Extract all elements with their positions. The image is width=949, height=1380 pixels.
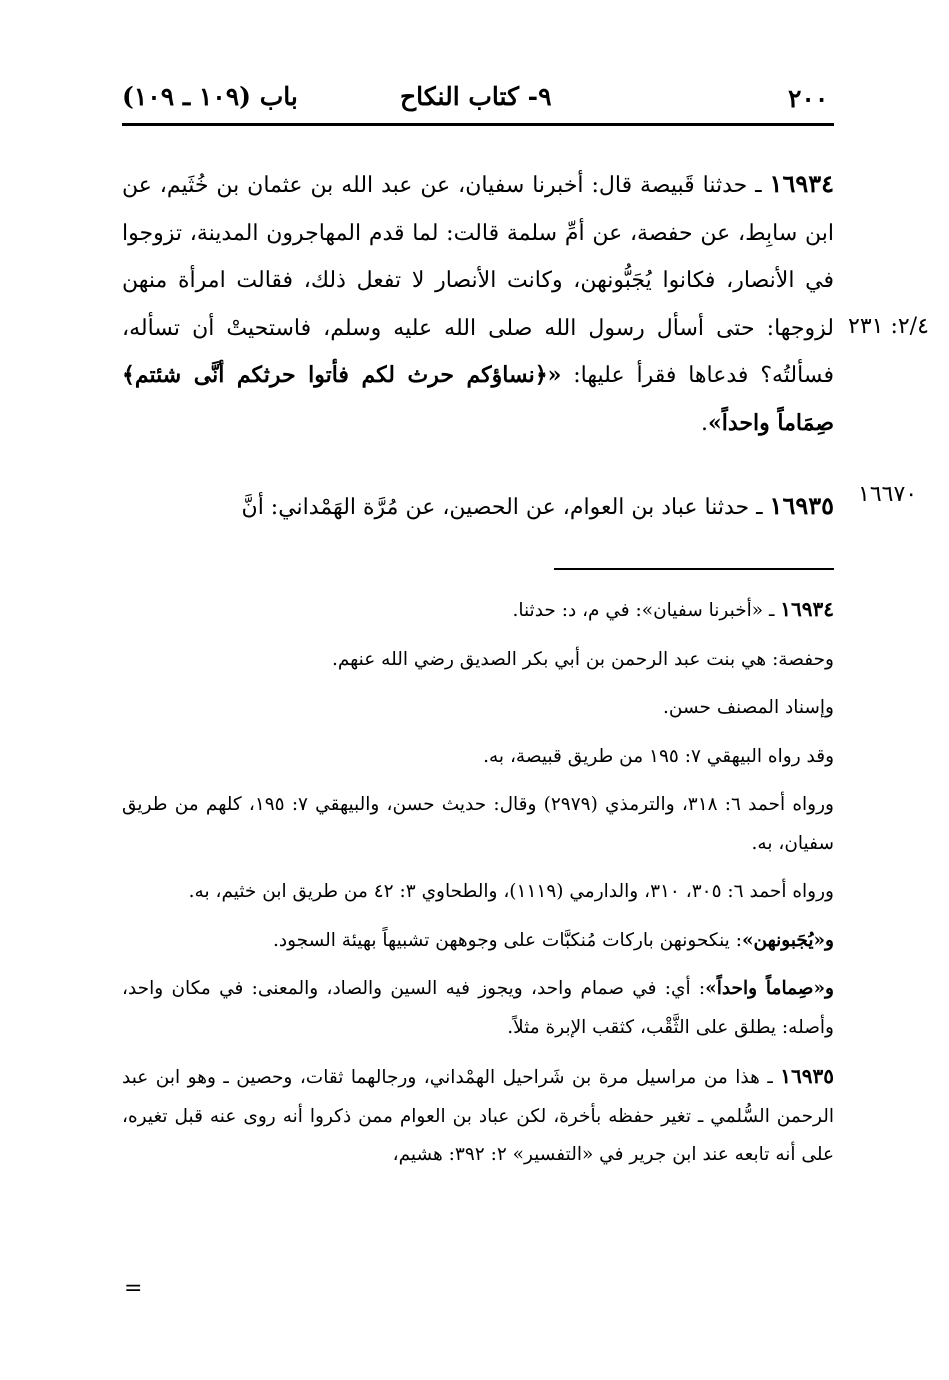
quran-quote: «﴿نساؤكم حرث لكم فأتوا حرثكم أنَّى شئتم﴾ صِمَاماً واحداً» (122, 362, 834, 436)
footnote (122, 689, 834, 728)
hadith-text: ـ حدثنا عباد بن العوام، عن الحصين، عن مُرَّة الهَمْداني: أنَّ (241, 495, 770, 520)
footnote-lemma: و«يُجَبونهن» (741, 929, 834, 951)
hadith-end: . (701, 410, 708, 436)
margin-reference: ٢/٤: ٢٣١ (848, 314, 929, 339)
footnote (122, 922, 834, 961)
hadith-paragraph (122, 160, 834, 447)
header-divider (122, 123, 834, 126)
footnote-number: ١٦٩٣٥ (780, 1064, 834, 1088)
footnote-text: ورواه أحمد ٦: ٣٠٥، ٣١٠، والدارمي (١١١٩)، والطحاوي ٣: ٤٢ من طريق ابن خثيم، به. (188, 881, 834, 902)
footnote-text: وقد رواه البيهقي ٧: ١٩٥ من طريق قبيصة، به. (483, 745, 834, 767)
footnotes (122, 590, 834, 1175)
footnote-text: وحفصة: هي بنت عبد الرحمن بن أبي بكر الصديق رضي الله عنهم. (331, 648, 834, 670)
chapter-heading: باب (١٠٩ ـ ١٠٩) (122, 82, 298, 111)
footnote-text: وإسناد المصنف حسن. (663, 697, 834, 718)
margin-reference: ١٦٦٧٠ (858, 482, 918, 507)
footnote-text: : ينكحونهن باركات مُنكبَّات على وجوههن تشبيهاً بهيئة السجود. (273, 929, 742, 951)
main-text (122, 160, 834, 520)
footnote (122, 786, 834, 863)
footnote (122, 1057, 834, 1175)
footnote (122, 641, 834, 680)
hadith-paragraph (122, 482, 834, 531)
hadith-text: ـ حدثنا قَبيصة قال: أخبرنا سفيان، عن عبد الله بن عثمان بن خُثَيم، عن ابن سابِط، عن حفصة، عن أمِّ سلمة قالت: لما قدم المهاجرون المدينة، تزوجوا في الأنصار، فكانوا يُجَبُّونهن، وكانت الأنصار لا تفعل ذلك، فقالت امرأة منهن لزوجها: حتى أسأل رسول الله صلى الله عليه وسلم، فاستحيتْ أن تسأله، فسألتُه؟ فدعاها فقرأ عليها: (122, 173, 834, 388)
footnote (122, 590, 834, 631)
footnote-number: ١٦٩٣٤ (780, 597, 834, 621)
footnote-text: ورواه أحمد ٦: ٣١٨، والترمذي (٢٩٧٩) وقال: حديث حسن، والبيهقي ٧: ١٩٥، كلهم من طريق سفيان، به. (122, 794, 834, 854)
page-number: ٢٠٠ (788, 84, 829, 113)
continuation-mark: = (124, 1276, 143, 1301)
hadith-number: ١٦٩٣٤ (769, 169, 834, 198)
footnote (122, 738, 834, 777)
footnote (122, 970, 834, 1047)
footnote-text: ـ «أخبرنا سفيان»: في م، د: حدثنا. (512, 600, 781, 621)
footnote (122, 873, 834, 912)
footnote-text: : أي: في صمام واحد، ويجوز فيه السين والصاد، والمعنى: في مكان واحد، وأصله: يطلق على الثَّقْب، كثقب الإبرة مثلاً. (122, 978, 834, 1038)
book-title: ٩- كتاب النكاح (400, 82, 552, 111)
hadith-number: ١٦٩٣٥ (769, 491, 834, 520)
footnote-divider (554, 568, 834, 570)
footnote-text: ـ هذا من مراسيل مرة بن شَراحيل الهمْداني، ورجالهما ثقات، وحصين ـ وهو ابن عبد الرحمن السُّلمي ـ تغير حفظه بأخرة، لكن عباد بن العوام ممن ذكروا أنه روى عنه قبل تغيره، على أنه تابعه عند ابن جرير في «التفسير» ٢: ٣٩٢: هشيم، (122, 1067, 834, 1165)
footnote-lemma: و«صِماماً واحداً» (705, 978, 834, 999)
